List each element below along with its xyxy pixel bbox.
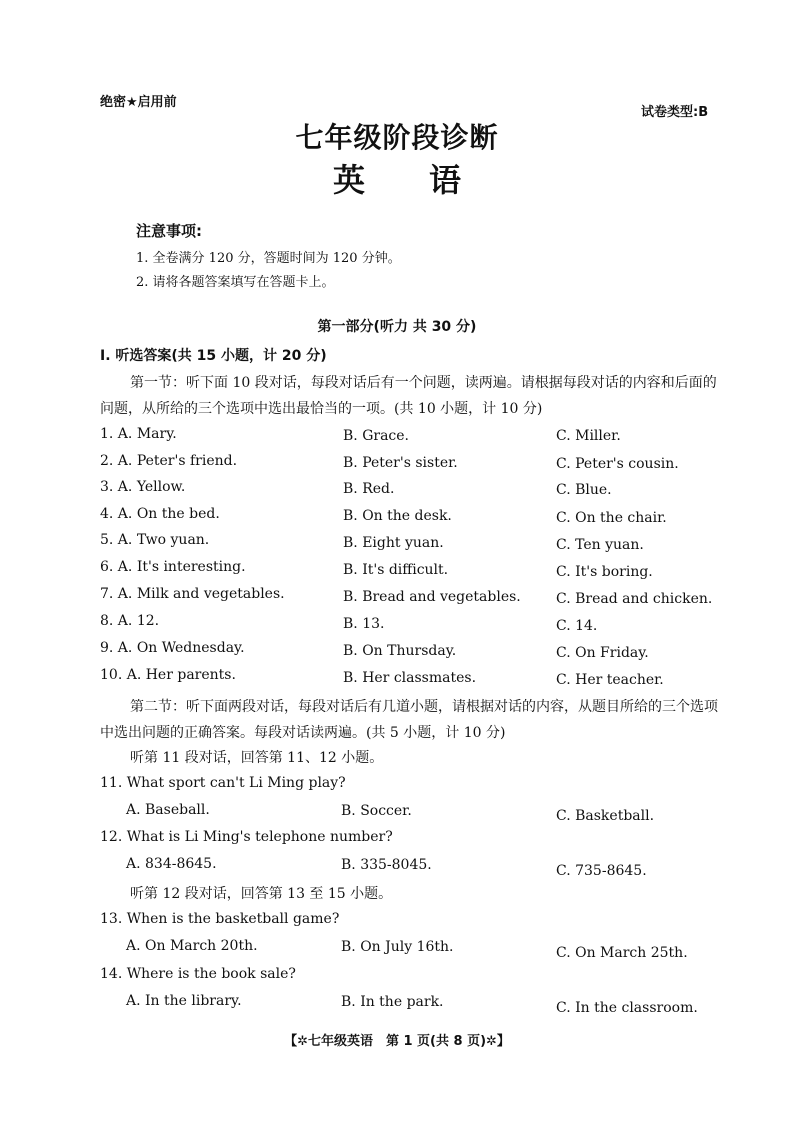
q4-option-a: 4. A. On the bed. <box>100 506 220 522</box>
page-footer: 【✲七年级英语 第 1 页(共 8 页)✲】 <box>284 1034 510 1049</box>
q4-option-b: B. On the desk. <box>343 508 452 524</box>
q5-option-a: 5. A. Two yuan. <box>100 532 210 548</box>
q12-option-c: C. 735-8645. <box>556 863 647 879</box>
q2-option-c: C. Peter's cousin. <box>556 456 679 472</box>
q11-option-c: C. Basketball. <box>556 808 655 824</box>
dialog-11-intro: 听第 11 段对话，回答第 11、12 小题。 <box>130 750 384 766</box>
q1-option-b: B. Grace. <box>343 428 409 444</box>
q14-option-b: B. In the park. <box>341 994 444 1010</box>
q6-option-a: 6. A. It's interesting. <box>100 559 246 575</box>
q8-option-a: 8. A. 12. <box>100 613 160 629</box>
q4-option-c: C. On the chair. <box>556 510 667 526</box>
note-item: 1. 全卷满分 120 分，答题时间为 120 分钟。 <box>136 251 401 266</box>
instructions-text: 第二节：听下面两段对话，每段对话后有几道小题，请根据对话的内容，从题目所给的三个选项中选出问题的正确答案。每段对话读两遍。(共 5 小题，计 10 分) <box>100 699 718 741</box>
q10-option-c: C. Her teacher. <box>556 672 664 688</box>
q9-option-a: 9. A. On Wednesday. <box>100 640 245 656</box>
q11-option-b: B. Soccer. <box>341 803 412 819</box>
q13-option-c: C. On March 25th. <box>556 945 688 961</box>
q6-option-b: B. It's difficult. <box>343 562 449 578</box>
q13-option-b: B. On July 16th. <box>341 939 454 955</box>
note-item: 2. 请将各题答案填写在答题卡上。 <box>136 275 335 290</box>
q14-option-a: A. In the library. <box>126 993 242 1009</box>
q10-option-b: B. Her classmates. <box>343 670 477 686</box>
q11-stem: 11. What sport can't Li Ming play? <box>100 775 346 791</box>
part-title: 第一部分(听力 共 30 分) <box>317 319 477 335</box>
q1-option-a: 1. A. Mary. <box>100 426 177 442</box>
q3-option-a: 3. A. Yellow. <box>100 479 186 495</box>
section-title: Ⅰ. 听选答案(共 15 小题，计 20 分) <box>100 348 327 364</box>
q7-option-c: C. Bread and chicken. <box>556 591 713 607</box>
q6-option-c: C. It's boring. <box>556 564 653 580</box>
q2-option-b: B. Peter's sister. <box>343 455 458 471</box>
exam-title: 七年级阶段诊断 <box>295 121 499 154</box>
dialog-12-intro: 听第 12 段对话，回答第 13 至 15 小题。 <box>130 886 393 902</box>
q3-option-c: C. Blue. <box>556 482 612 498</box>
q5-option-b: B. Eight yuan. <box>343 535 444 551</box>
q11-option-a: A. Baseball. <box>126 802 210 818</box>
q8-option-b: B. 13. <box>343 616 385 632</box>
q1-option-c: C. Miller. <box>556 428 621 444</box>
subject-title: 英 语 <box>332 161 461 199</box>
q13-stem: 13. When is the basketball game? <box>100 911 340 927</box>
q7-option-a: 7. A. Milk and vegetables. <box>100 586 285 602</box>
confidential-label: 绝密★启用前 <box>100 95 177 110</box>
q13-option-a: A. On March 20th. <box>126 938 258 954</box>
q5-option-c: C. Ten yuan. <box>556 537 644 553</box>
sub-section-2-instructions <box>100 694 720 746</box>
q7-option-b: B. Bread and vegetables. <box>343 589 521 605</box>
instructions-text: 第一节：听下面 10 段对话，每段对话后有一个问题，读两遍。请根据每段对话的内容和后面的问题，从所给的三个选项中选出最恰当的一项。(共 10 小题，计 10 分) <box>100 375 717 417</box>
q9-option-c: C. On Friday. <box>556 645 649 661</box>
sub-section-1-instructions <box>100 370 720 422</box>
q3-option-b: B. Red. <box>343 481 395 497</box>
q10-option-a: 10. A. Her parents. <box>100 667 236 683</box>
notes-heading: 注意事项: <box>136 222 202 240</box>
q12-option-b: B. 335-8045. <box>341 857 432 873</box>
paper-type-label: 试卷类型:B <box>641 105 709 120</box>
q9-option-b: B. On Thursday. <box>343 643 457 659</box>
q12-option-a: A. 834-8645. <box>126 856 217 872</box>
q12-stem: 12. What is Li Ming's telephone number? <box>100 829 393 845</box>
q8-option-c: C. 14. <box>556 618 598 634</box>
q14-stem: 14. Where is the book sale? <box>100 966 296 982</box>
q2-option-a: 2. A. Peter's friend. <box>100 453 238 469</box>
q14-option-c: C. In the classroom. <box>556 1000 698 1016</box>
